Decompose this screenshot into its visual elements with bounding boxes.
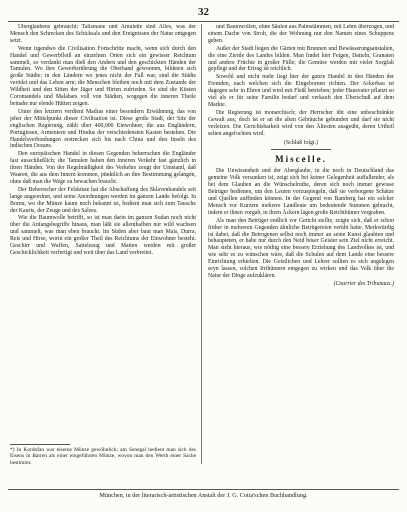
left-paragraph: Wie die Baumwolle betrifft, so ist man darin im ganzen Sudan noch nicht über die Anfangsbegriffe hinaus, man läßt sie allenthalben nur wild wachsen und sammelt, was man eben braucht. Im Süden aber baut man Mais, Durra, Reis und Hirse, worin ein großer Theil des Reichtums der Einwohner besteht. Geschirr und Waffen, Sattelzeug und Matten werden mit großer Geschicklichkeit verfertigt und weit über das Land verbreitet.: [10, 215, 196, 256]
left-paragraph: Der Beherrscher der Felsküste hat die Abschaffung des Sklavenhandels seit lange angeordnet, und seine Anordnungen werden im ganzen Lande befolgt. In Bornu, wo die Münze kaum noch bekannt ist, bedient man sich zum Tausche der Kauris, der Zeuge und des Salzes.: [10, 186, 196, 214]
page-number: 32: [198, 6, 209, 18]
footnote-rule: [10, 444, 70, 445]
right-paragraph: Die Regierung ist monarchisch; der Herrscher übt eine unbeschränkte Gewalt aus, doch ist er an die alten Gebräuche gebunden und darf sie nicht verletzen. Die Gerichtsbarkeit wird von den Ältesten ausgeübt, deren Urtheil selten angefochten wird.: [208, 109, 394, 137]
left-paragraph: Überglaubens gebraucht; Talismane und Amulette sind Alles, was der Mensch den Schrecken des Schicksals und den Ereignissen der Natur entgegen setzt.: [10, 24, 196, 44]
right-paragraph: und Baumwollen, ohne Säulen aus Palmstämmen, mit Lehm überzogen, und einem Dache von Stroh, die der Wohnung nur den Namen eines Schuppens geben.: [208, 24, 394, 44]
column-divider: [201, 24, 202, 464]
bottom-rule: [8, 489, 399, 490]
miscellany-paragraph: Als man den Betrüger endlich vor Gericht stellte, zeigte sich, daß er schon früher in mehreren Gegenden ähnliche Betrügereien verübt hatte. Merkwürdig ist dabei, daß die Betrogenen selbst noch immer an seine Kunst glaubten und behaupteten, er habe nur durch den Neid böser Geister sein Ziel nicht erreicht. Man sieht hieraus, wie nöthig eine bessere Erziehung des Landvolkes ist, und wie sehr es zu wünschen wäre, daß die Schulen auf dem Lande eine bessere Einrichtung erhielten. Die Geistlichen und Lehrer sollten es sich angelegen seyn lassen, solchen Irrthümern entgegen zu wirken und das Volk über die Natur der Dinge aufzuklären.: [208, 217, 394, 279]
left-paragraph: Wenn irgendwo die Civilisation Fortschritte macht, wenn sich durch den Handel und Gewerbfleiß an einzelnen Orten sich ein gewisser Reichtum sammelt, so verdankt man dieß den Andern und den geschickten Händen der Tamulen. Wo ihre Gewerbsrührung die Oberhand gewonnen, bildeten sich große Städte; in den Ländern wo jenes nicht der Fall war, sind die Städte verödet und das Leben arm; die Menschen bleiben noch mit dem Zustande der Wildheit und den Sitten der Jäger und Hirten zufrieden. So sind die Küsten Coromandels und Malabars voll von Städten, wogegen die inneren Theile beinahe nur elende Hütten zeigen.: [10, 45, 196, 107]
top-rule: [8, 21, 399, 22]
source-credit: (Courrier des Tribunaux.): [333, 280, 394, 287]
continuation-note: (Schluß folgt.): [284, 139, 318, 146]
footnote: *) In Kordofan war eiserne Münze gewöhnlich; am Senegal bedient man sich des Eisens in Barren als einer eingeführten Münze, wovon man den Werth einer Sache bestimmt.: [10, 447, 196, 466]
left-column: [10, 24, 196, 446]
right-paragraph: Sowohl und nicht mehr liegt hier der ganze Handel in den Händen der Fremden, nach welchen sich die Eingebornen richten. Der Ackerbau ist dagegen sehr in Ehren und wird mit Fleiß betrieben; jeder Hausvater pflanzt so viel als er für seine Familie bedarf und verkauft den Überschuß auf dem Markte.: [208, 74, 394, 108]
miscellany-heading: Miscelle.: [275, 154, 327, 165]
left-paragraph: Den europäischen Handel in diesen Gegenden beherrschen die Engländer fast ausschließlich; die Tamulen haben den inneren Verkehr fast gänzlich in ihren Händen. Von der Regelmäßigkeit des Verkehrs zeugt der Umstand, daß Waaren, die aus dem Innern kommen, pünktlich an ihre Bestimmung gelangen, ohne daß man die Wege zu bewachen braucht.: [10, 151, 196, 185]
section-rule: [271, 149, 331, 150]
imprint-line: München, in der literarisch-artistischen Anstalt der J. G. Cotta'schen Buchhandlung.: [99, 492, 308, 499]
miscellany-paragraph: Die Unwissenheit und der Aberglaube, in die noch in Deutschland das gemeine Volk versunken ist, zeigt sich bei keiner Gelegenheit auffallender, als bei dem Glauben an die Wünschelruthe, deren sich noch immer gewisse Betrüger bedienen, um den Leuten vorzuspiegeln, daß sie verborgene Schätze und Quellen auffinden können. In der Gegend von Bamberg hat ein solcher Mensch vor Kurzem mehrere Landleute um bedeutende Summen gebracht, indem er ihnen vorgab, in ihren Äckern lägen große Reichthümer vergraben.: [208, 168, 394, 216]
right-paragraph: Außer der Stadt liegen die Gärten mit Brunnen und Bewässerungsanstalten, die eine Zierde des Landes bilden. Man findet hier Feigen, Datteln, Granaten und andere Früchte in großer Fülle; die Gemüse werden mit vieler Sorgfalt gepflegt und der Ertrag ist reichlich.: [208, 45, 394, 73]
left-paragraph: Unter den letztern verdient Madras einer besondern Erwähnung, das von jeher der Mittelpunkt dieser Civilisation ist. Diese große Stadt, der Sitz der englischen Regierung, zählt über 400,000 Einwohner, die aus Engländern, Portugiesen, Armeniern und Hindus der verschiedensten Kasten bestehen. Die Handelsverbindungen erstrecken sich bis nach China und den Inseln des indischen Oceans.: [10, 108, 196, 150]
right-column: [208, 24, 394, 484]
